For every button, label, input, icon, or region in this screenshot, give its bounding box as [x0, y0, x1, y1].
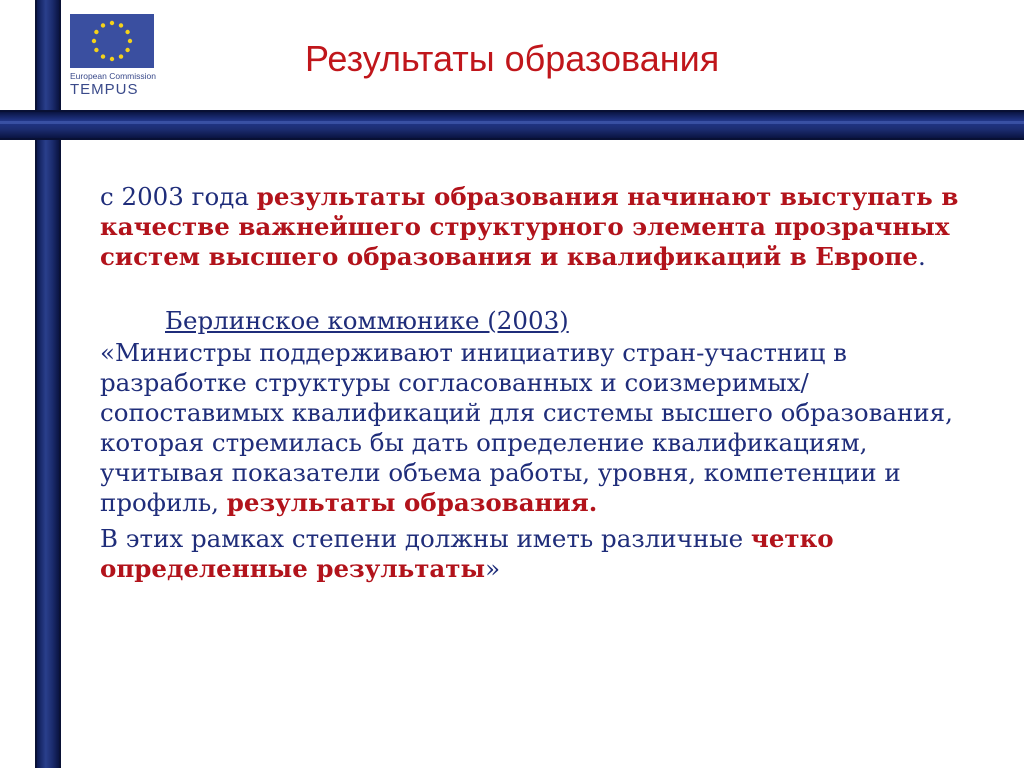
intro-prefix: с 2003 года: [100, 182, 257, 211]
closing-end: »: [485, 554, 501, 583]
tempus-logo: [70, 14, 158, 100]
communique-heading: Берлинское коммюнике (2003): [165, 306, 569, 335]
eu-flag-icon: [70, 14, 154, 68]
quote-paragraph: [100, 338, 960, 518]
intro-suffix: .: [917, 242, 926, 271]
closing-paragraph: [100, 524, 960, 584]
page-title: Результаты образования: [305, 38, 720, 79]
closing-text: В этих рамках степени должны иметь различные: [100, 524, 751, 553]
horizontal-decor-stripe: [0, 121, 1024, 124]
closing-highlight: четко определенные результаты: [100, 524, 834, 583]
quote-highlight: результаты образования.: [226, 488, 598, 517]
logo-program-text: TEMPUS: [70, 81, 139, 98]
intro-highlight: результаты образования начинают выступать в качестве важнейшего структурного элемента прозрачных систем высшего образования и квалификаций в Европе: [100, 182, 959, 271]
horizontal-decor-bar: [0, 110, 1024, 140]
logo-org-text: European Commission: [70, 71, 156, 81]
intro-paragraph: [100, 182, 960, 272]
quote-text: «Министры поддерживают инициативу стран-участниц в разработке структуры согласованных и соизмеримых/сопоставимых квалификаций для системы высшего образования, которая стремилась бы дать определение квалификациям, учитывая показатели объема работы, уровня, компетенции и профиль,: [100, 338, 953, 517]
slide-body: [100, 182, 960, 584]
